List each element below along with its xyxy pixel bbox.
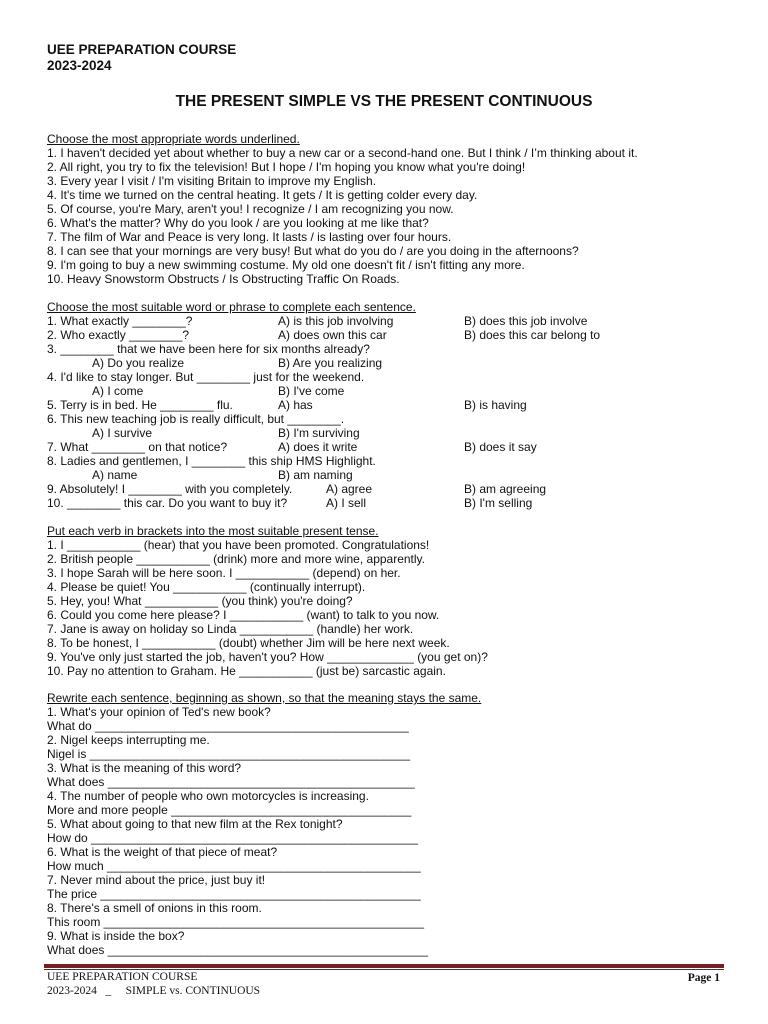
list-item: 1. I haven't decided yet about whether to buy a new car or a second-hand one. But I think / I’m thinking about it. xyxy=(47,146,638,160)
list-item: 9. I'm going to buy a new swimming costume. My old one doesn't fit / isn't fitting any more. xyxy=(47,258,525,272)
list-item: Nigel is ________________________________________________ xyxy=(47,747,411,761)
list-item: How much _______________________________________________ xyxy=(47,859,421,873)
list-item: 6. What's the matter? Why do you look / are you looking at me like that? xyxy=(47,216,429,230)
list-item: 5. What about going to that new film at the Rex tonight? xyxy=(47,817,343,831)
question: 7. What ________ on that notice? xyxy=(47,440,228,454)
list-item: What does ______________________________________________ xyxy=(47,775,415,789)
option-a: A) Do you realize xyxy=(92,356,185,370)
list-item: 6. Could you come here please? I ___________ (want) to talk to you now. xyxy=(47,608,440,622)
list-item: 4. It's time we turned on the central heating. It gets / It is getting colder every day. xyxy=(47,188,478,202)
page-number: Page 1 xyxy=(687,972,720,984)
list-item: 8. There's a smell of onions in this room. xyxy=(47,901,262,915)
option-a: A) I come xyxy=(92,384,144,398)
question: 5. Terry is in bed. He ________ flu. xyxy=(47,398,233,412)
header xyxy=(47,42,236,74)
question: 8. Ladies and gentlemen, I ________ this ship HMS Highlight. xyxy=(47,454,376,468)
footer-rule-thick xyxy=(44,964,724,968)
list-item: The price ________________________________________________ xyxy=(47,887,421,901)
list-item: 5. Of course, you're Mary, aren't you! I recognize / I am recognizing you now. xyxy=(47,202,454,216)
option-a: A) agree xyxy=(326,482,373,496)
question: 6. This new teaching job is really difficult, but ________. xyxy=(47,412,345,426)
option-b: B) does it say xyxy=(464,440,537,454)
option-b: B) is having xyxy=(464,398,527,412)
section1-instruction: Choose the most appropriate words underlined. xyxy=(47,132,300,146)
list-item: 7. Never mind about the price, just buy it! xyxy=(47,873,266,887)
list-item: 10. Pay no attention to Graham. He ___________ (just be) sarcastic again. xyxy=(47,664,446,678)
page-title: THE PRESENT SIMPLE VS THE PRESENT CONTINUOUS xyxy=(175,93,593,110)
option-b: B) Are you realizing xyxy=(278,356,383,370)
option-b: B) I'm surviving xyxy=(278,426,360,440)
option-a: A) has xyxy=(278,398,313,412)
list-item: 9. What is inside the box? xyxy=(47,929,185,943)
list-item: 2. All right, you try to fix the television! But I hope / I'm hoping you know what you're doing! xyxy=(47,160,526,174)
option-b: B) I've come xyxy=(278,384,345,398)
list-item: 4. Please be quiet! You ___________ (continually interrupt). xyxy=(47,580,366,594)
option-b: B) I'm selling xyxy=(464,496,533,510)
footer-course: UEE PREPARATION COURSE xyxy=(47,971,198,983)
question: 2. Who exactly ________? xyxy=(47,328,190,342)
question: 10. ________ this car. Do you want to buy it? xyxy=(47,496,288,510)
option-b: B) am naming xyxy=(278,468,353,482)
list-item: 6. What is the weight of that piece of meat? xyxy=(47,845,278,859)
section3-instruction: Put each verb in brackets into the most suitable present tense. xyxy=(47,524,379,538)
list-item: What does ________________________________________________ xyxy=(47,943,429,957)
option-a: A) name xyxy=(92,468,138,482)
header-year: 2023-2024 xyxy=(47,58,112,73)
list-item: 2. Nigel keeps interrupting me. xyxy=(47,733,210,747)
list-item: 10. Heavy Snowstorm Obstructs / Is Obstructing Traffic On Roads. xyxy=(47,272,400,286)
option-a: A) does it write xyxy=(278,440,358,454)
option-a: A) is this job involving xyxy=(278,314,394,328)
footer-subtitle: 2023-2024 _ SIMPLE vs. CONTINUOUS xyxy=(47,985,261,997)
section4-instruction: Rewrite each sentence, beginning as shown, so that the meaning stays the same. xyxy=(47,691,482,705)
list-item: 3. I hope Sarah will be here soon. I ___________ (depend) on her. xyxy=(47,566,401,580)
list-item: 7. The film of War and Peace is very long. It lasts / is lasting over four hours. xyxy=(47,230,452,244)
list-item: 4. The number of people who own motorcycles is increasing. xyxy=(47,789,369,803)
option-b: B) am agreeing xyxy=(464,482,547,496)
list-item: 8. I can see that your mornings are very busy! But what do you do / are you doing in the afternoons? xyxy=(47,244,579,258)
question: 1. What exactly ________? xyxy=(47,314,193,328)
option-a: A) I survive xyxy=(92,426,153,440)
option-b: B) does this job involve xyxy=(464,314,588,328)
list-item: 7. Jane is away on holiday so Linda ___________ (handle) her work. xyxy=(47,622,414,636)
question: 4. I'd like to stay longer. But ________ just for the weekend. xyxy=(47,370,365,384)
list-item: 1. What's your opinion of Ted's new book? xyxy=(47,705,271,719)
question: 9. Absolutely! I ________ with you completely. xyxy=(47,482,293,496)
list-item: How do _________________________________________________ xyxy=(47,831,419,845)
section2-instruction: Choose the most suitable word or phrase to complete each sentence. xyxy=(47,300,416,314)
list-item: 5. Hey, you! What ___________ (you think) you're doing? xyxy=(47,594,353,608)
option-a: A) does own this car xyxy=(278,328,387,342)
list-item: 1. I ___________ (hear) that you have been promoted. Congratulations! xyxy=(47,538,430,552)
list-item: 2. British people ___________ (drink) more and more wine, apparently. xyxy=(47,552,425,566)
option-a: A) I sell xyxy=(326,496,367,510)
list-item: 3. What is the meaning of this word? xyxy=(47,761,242,775)
list-item: More and more people ____________________________________ xyxy=(47,803,412,817)
list-item: This room ________________________________________________ xyxy=(47,915,425,929)
list-item: What do _______________________________________________ xyxy=(47,719,409,733)
header-course: UEE PREPARATION COURSE xyxy=(47,42,237,57)
list-item: 9. You've only just started the job, haven't you? How _____________ (you get on)? xyxy=(47,650,488,664)
option-b: B) does this car belong to xyxy=(464,328,601,342)
list-item: 3. Every year I visit / I'm visiting Britain to improve my English. xyxy=(47,174,377,188)
question: 3. ________ that we have been here for six months already? xyxy=(47,342,370,356)
list-item: 8. To be honest, I ___________ (doubt) whether Jim will be here next week. xyxy=(47,636,450,650)
